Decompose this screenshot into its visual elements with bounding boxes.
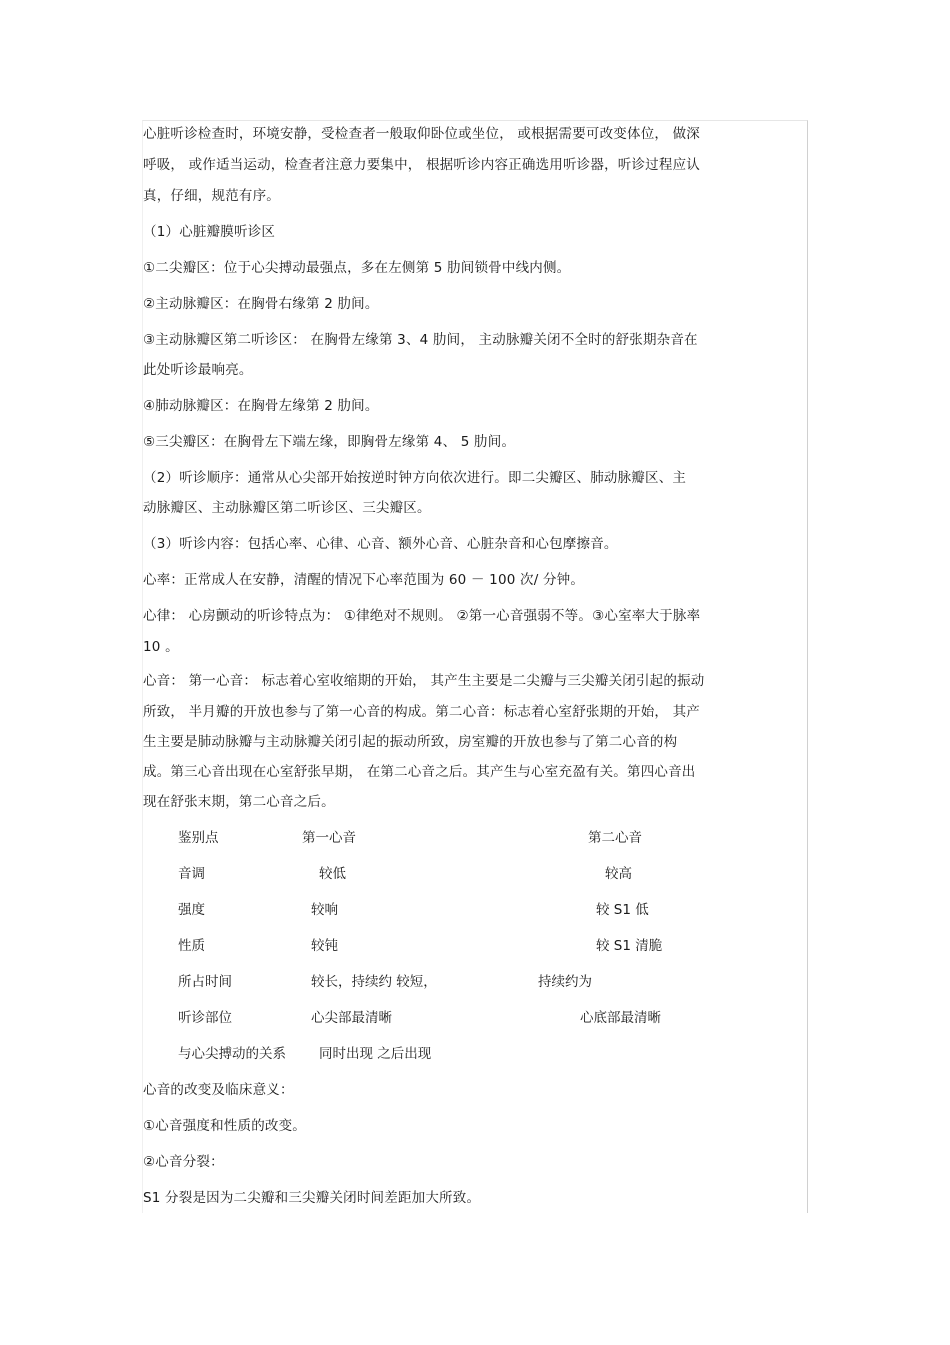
changes-item: S1 分裂是因为二尖瓣和三尖瓣关闭时间差距加大所致。 [143, 1190, 481, 1206]
table-cell: 较响 [311, 902, 338, 918]
table-cell: 较高 [605, 866, 632, 882]
table-cell: 性质 [178, 938, 205, 954]
heart-sounds-line-5: 现在舒张末期，第二心音之后。 [143, 794, 335, 810]
intro-line-2: 呼吸， 或作适当运动，检查者注意力要集中， 根据听诊内容正确选用听诊器，听诊过程应认 [143, 157, 700, 173]
table-cell: 与心尖搏动的关系 [178, 1046, 286, 1062]
changes-item: ①心音强度和性质的改变。 [143, 1118, 307, 1134]
intro-line-3: 真，仔细，规范有序。 [143, 188, 280, 204]
section2-line-1: （2）听诊顺序：通常从心尖部开始按逆时钟方向依次进行。即二尖瓣区、肺动脉瓣区、主 [143, 470, 687, 486]
table-cell: 较长，持续约 较短， [311, 974, 437, 990]
heart-sounds-line-1: 心音： 第一心音： 标志着心室收缩期的开始， 其产生主要是二尖瓣与三尖瓣关闭引起的振动 [143, 673, 705, 689]
heart-rate: 心率：正常成人在安静，清醒的情况下心率范围为 60 － 100 次/ 分钟。 [143, 572, 585, 588]
table-header-cell: 鉴别点 [178, 830, 219, 846]
table-cell: 较低 [319, 866, 346, 882]
table-cell: 较 S1 清脆 [596, 938, 663, 954]
tricuspid-area: ⑤三尖瓣区：在胸骨左下端左缘，即胸骨左缘第 4、 5 肋间。 [143, 434, 516, 450]
pulmonary-area: ④肺动脉瓣区：在胸骨左缘第 2 肋间。 [143, 398, 379, 414]
table-header-cell: 第二心音 [588, 830, 642, 846]
section3-title: （3）听诊内容：包括心率、心律、心音、额外心音、心脏杂音和心包摩擦音。 [143, 536, 618, 552]
changes-item: ②心音分裂： [143, 1154, 224, 1170]
aortic-second-area-cont: 此处听诊最响亮。 [143, 362, 253, 378]
table-cell: 心底部最清晰 [580, 1010, 661, 1026]
section2-line-2: 动脉瓣区、主动脉瓣区第二听诊区、三尖瓣区。 [143, 500, 431, 516]
table-cell: 听诊部位 [178, 1010, 232, 1026]
rhythm-line-1: 心律： 心房颤动的听诊特点为： ①律绝对不规则。 ②第一心音强弱不等。③心室率大于脉率 [143, 608, 701, 624]
table-header-cell: 第一心音 [302, 830, 356, 846]
rhythm-line-2: 10 。 [143, 639, 179, 655]
heart-sounds-line-3: 生主要是肺动脉瓣与主动脉瓣关闭引起的振动所致，房室瓣的开放也参与了第二心音的构 [143, 734, 678, 750]
mitral-area: ①二尖瓣区：位于心尖搏动最强点，多在左侧第 5 肋间锁骨中线内侧。 [143, 260, 571, 276]
aortic-area: ②主动脉瓣区：在胸骨右缘第 2 肋间。 [143, 296, 379, 312]
changes-title: 心音的改变及临床意义： [143, 1082, 294, 1098]
heart-sounds-line-4: 成。第三心音出现在心室舒张早期， 在第二心音之后。其产生与心室充盈有关。第四心音出 [143, 764, 696, 780]
table-cell: 较钝 [311, 938, 338, 954]
table-cell: 较 S1 低 [596, 902, 649, 918]
table-cell: 音调 [178, 866, 205, 882]
heart-sounds-line-2: 所致， 半月瓣的开放也参与了第一心音的构成。第二心音：标志着心室舒张期的开始， 其产 [143, 704, 700, 720]
table-cell: 强度 [178, 902, 205, 918]
table-cell: 心尖部最清晰 [311, 1010, 392, 1026]
table-cell: 持续约为 [538, 974, 592, 990]
table-cell: 同时出现 之后出现 [319, 1046, 432, 1062]
intro-line-1: 心脏听诊检查时，环境安静，受检查者一般取仰卧位或坐位， 或根据需要可改变体位， 做深 [143, 126, 700, 142]
section1-title: （1）心脏瓣膜听诊区 [143, 224, 276, 240]
aortic-second-area: ③主动脉瓣区第二听诊区： 在胸骨左缘第 3、4 肋间， 主动脉瓣关闭不全时的舒张期杂音在 [143, 332, 698, 348]
table-cell: 所占时间 [178, 974, 232, 990]
